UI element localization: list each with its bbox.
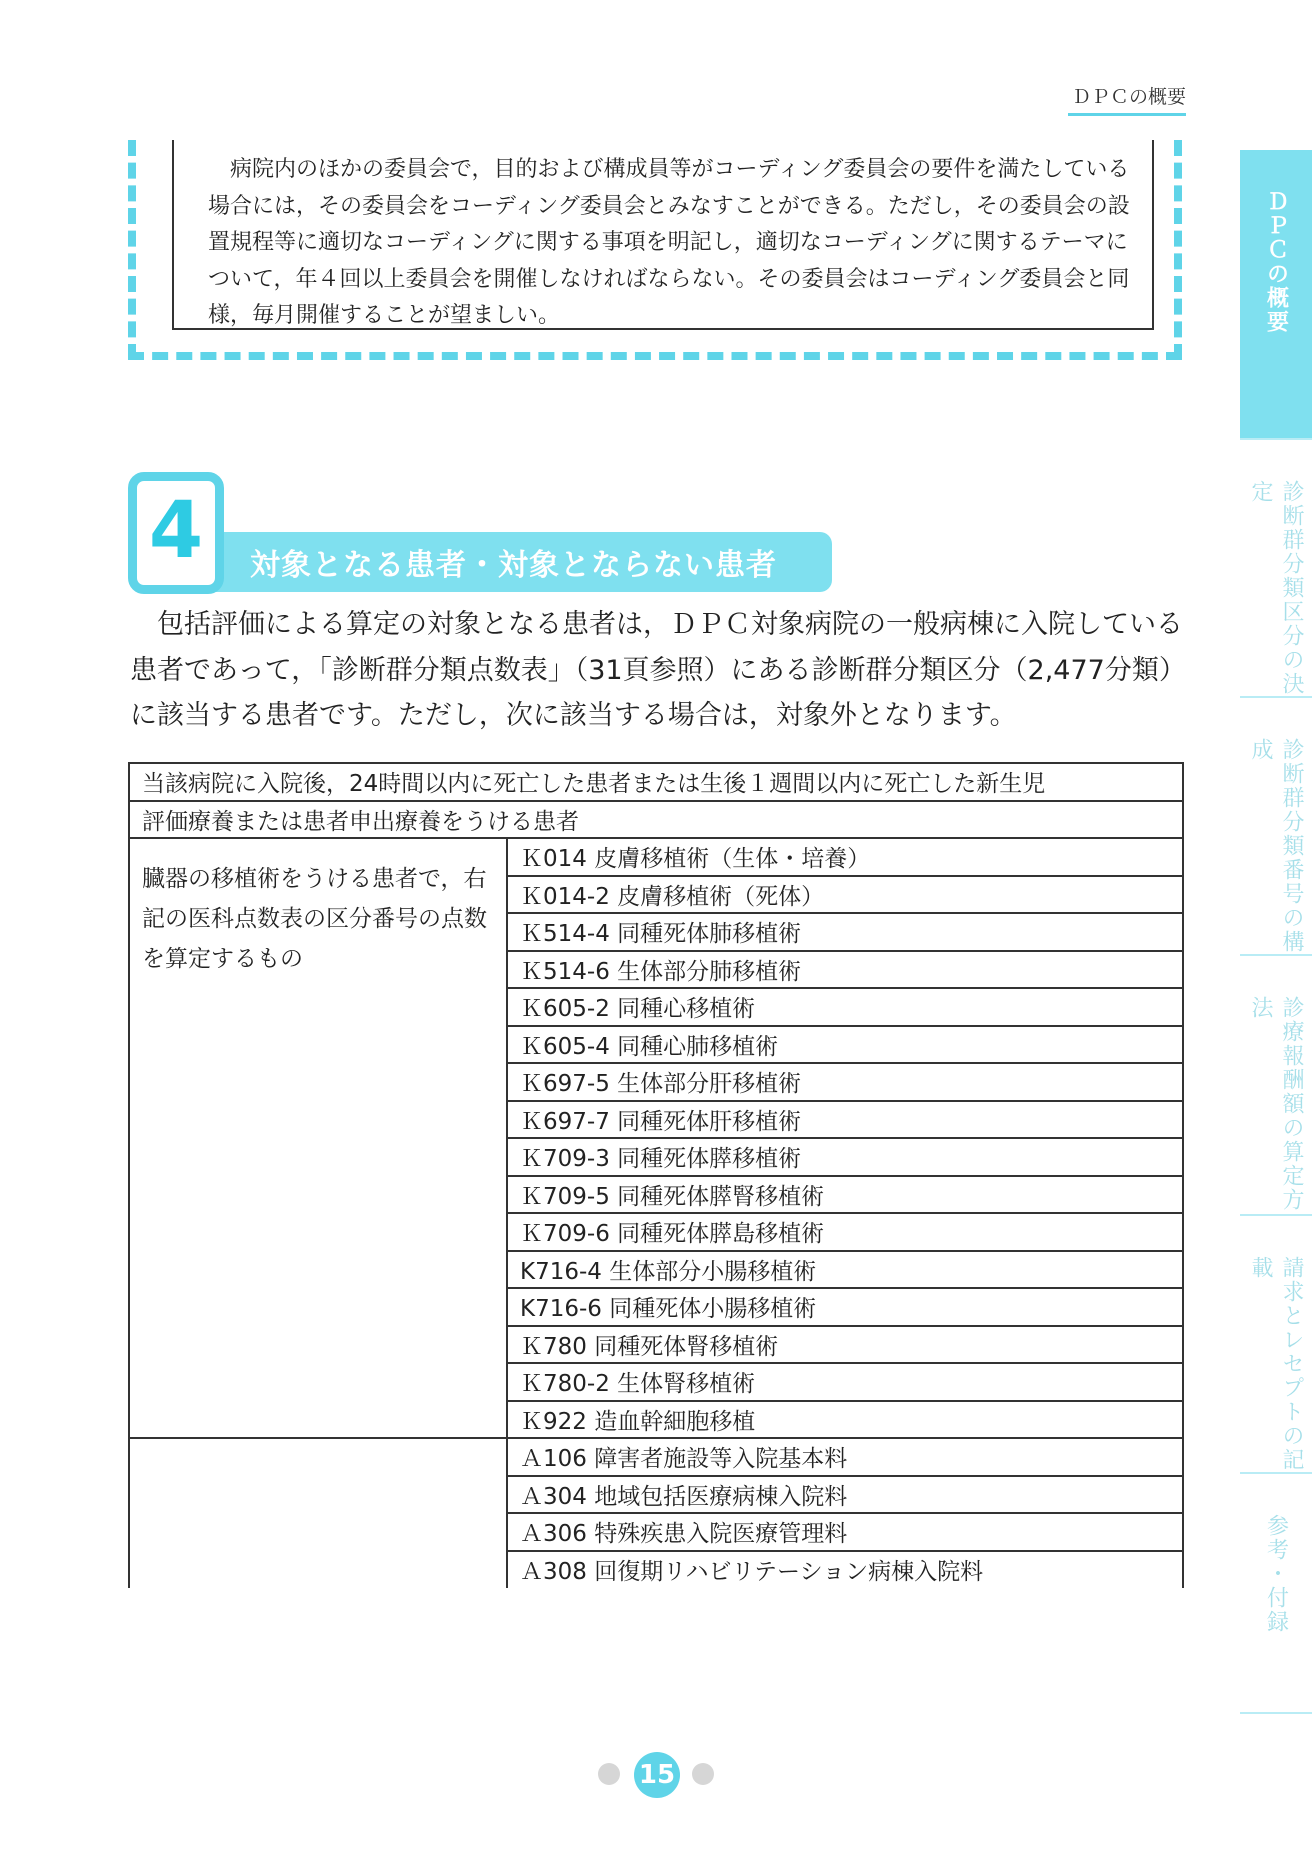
side-tab[interactable] xyxy=(1240,150,1312,440)
transplant-item-cell: Ｋ780-2 生体腎移植術 xyxy=(507,1363,1183,1401)
transplant-label-cell: 臓器の移植術をうける患者で，右記の医科点数表の区分番号の点数を算定するもの xyxy=(129,838,507,1438)
side-tab-label: 請求とレセプトの記載 xyxy=(1248,1256,1304,1472)
note-box xyxy=(172,140,1154,330)
table-row xyxy=(129,838,1183,876)
page-number: 15 xyxy=(634,1752,680,1798)
section-number: 4 xyxy=(128,472,224,594)
transplant-item-cell: Ｋ780 同種死体腎移植術 xyxy=(507,1326,1183,1364)
fee-item-cell: Ａ106 障害者施設等入院基本料 xyxy=(507,1438,1183,1476)
side-tab[interactable] xyxy=(1240,698,1312,956)
transplant-item-cell: Ｋ697-5 生体部分肝移植術 xyxy=(507,1063,1183,1101)
running-header: ＤＰＣの概要 xyxy=(1068,82,1186,116)
side-tab-label: 診断群分類番号の構成 xyxy=(1248,738,1304,954)
transplant-item-cell: Ｋ014-2 皮膚移植術（死体） xyxy=(507,876,1183,914)
exclusion-table xyxy=(128,762,1184,1588)
transplant-item-cell: Ｋ514-6 生体部分肺移植術 xyxy=(507,951,1183,989)
transplant-item-cell: Ｋ697-7 同種死体肝移植術 xyxy=(507,1101,1183,1139)
side-tab[interactable] xyxy=(1240,956,1312,1216)
note-text: 病院内のほかの委員会で，目的および構成員等がコーディング委員会の要件を満たしている場合には，その委員会をコーディング委員会とみなすことができる。ただし，その委員会の設置規程等に適切なコーディングに関する事項を明記し，適切なコーディングに関するテーマについて，年４回以上委員会を開催しなければならない。その委員会はコーディング委員会と同様，毎月開催することが望ましい。 xyxy=(208,157,1130,328)
fee-item-cell: Ａ308 回復期リハビリテーション病棟入院料 xyxy=(507,1551,1183,1589)
side-tab-label: ＤＰＣの概要 xyxy=(1263,190,1289,334)
transplant-item-cell: K716-6 同種死体小腸移植術 xyxy=(507,1288,1183,1326)
side-tab[interactable] xyxy=(1240,1216,1312,1474)
fee-item-cell: Ａ306 特殊疾患入院医療管理料 xyxy=(507,1513,1183,1551)
side-tab[interactable] xyxy=(1240,440,1312,698)
side-tab[interactable] xyxy=(1240,1474,1312,1714)
table-cell: 当該病院に入院後，24時間以内に死亡した患者または生後１週間以内に死亡した新生児 xyxy=(129,763,1183,801)
side-tab-label: 診療報酬額の算定方法 xyxy=(1248,996,1304,1212)
side-tab-label: 診断群分類区分の決定 xyxy=(1248,480,1304,696)
transplant-item-cell: Ｋ014 皮膚移植術（生体・培養） xyxy=(507,838,1183,876)
transplant-item-cell: Ｋ709-6 同種死体膵島移植術 xyxy=(507,1213,1183,1251)
side-tab-label: 参考・付録 xyxy=(1263,1514,1289,1634)
fee-item-cell: Ａ304 地域包括医療病棟入院料 xyxy=(507,1476,1183,1514)
page-dot-left xyxy=(598,1763,620,1785)
empty-label-cell xyxy=(129,1438,507,1588)
transplant-item-cell: Ｋ605-4 同種心肺移植術 xyxy=(507,1026,1183,1064)
transplant-item-cell: Ｋ922 造血幹細胞移植 xyxy=(507,1401,1183,1439)
transplant-item-cell: Ｋ709-5 同種死体膵腎移植術 xyxy=(507,1176,1183,1214)
transplant-item-cell: Ｋ514-4 同種死体肺移植術 xyxy=(507,913,1183,951)
page-dot-right xyxy=(692,1763,714,1785)
section-title: 対象となる患者・対象とならない患者 xyxy=(250,548,777,583)
table-row xyxy=(129,763,1183,801)
transplant-item-cell: Ｋ709-3 同種死体膵移植術 xyxy=(507,1138,1183,1176)
section-intro: 包括評価による算定の対象となる患者は，ＤＰＣ対象病院の一般病棟に入院している患者であって，「診断群分類点数表」（31頁参照）にある診断群分類区分（2,477分類）に該当する患者です。ただし，次に該当する場合は，対象外となります。 xyxy=(130,609,1186,731)
table-row xyxy=(129,801,1183,839)
transplant-item-cell: K716-4 生体部分小腸移植術 xyxy=(507,1251,1183,1289)
transplant-item-cell: Ｋ605-2 同種心移植術 xyxy=(507,988,1183,1026)
table-row xyxy=(129,1438,1183,1476)
table-cell: 評価療養または患者申出療養をうける患者 xyxy=(129,801,1183,839)
